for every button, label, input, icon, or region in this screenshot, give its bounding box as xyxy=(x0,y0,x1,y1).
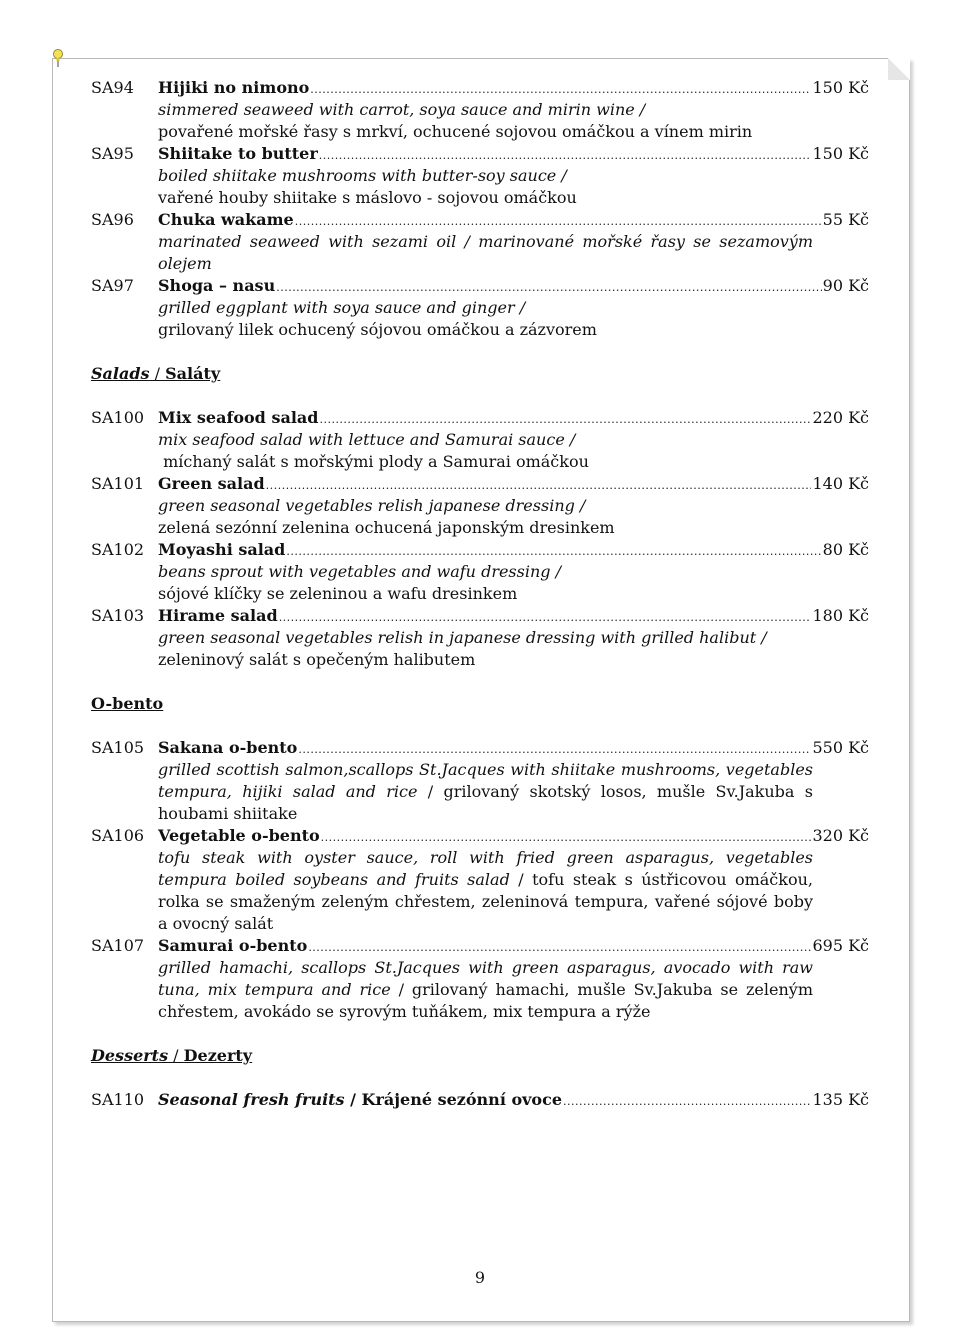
leader-dots xyxy=(319,407,811,431)
leader-dots xyxy=(319,143,812,167)
item-desc-en: simmered seaweed with carrot, soya sauce and mirin wine / xyxy=(158,100,646,119)
item-price: 550 Kč xyxy=(812,738,869,757)
item-desc-cz: / tofu steak s ústřicovou omáčkou, rolka se smaženým zeleným chřestem, zeleninová tempura, vařené sójové boby a ovocný salát xyxy=(158,870,813,933)
item-code: SA101 xyxy=(91,474,145,493)
leader-dots xyxy=(279,605,812,629)
item-code: SA96 xyxy=(91,210,134,229)
item-desc-cz: povařené mořské řasy s mrkví, ochucené sojovou omáčkou a vínem mirin xyxy=(158,122,753,141)
item-price: 150 Kč xyxy=(812,144,869,163)
item-price: 320 Kč xyxy=(812,826,869,845)
item-desc-en: green seasonal vegetables relish japanese dressing / xyxy=(158,496,586,515)
item-desc-en: marinated seaweed with sezami oil / marinované mořské řasy se sezamovým olejem xyxy=(158,232,813,273)
menu-content xyxy=(91,77,869,1111)
menu-item xyxy=(91,473,869,539)
item-code: SA103 xyxy=(91,606,145,625)
item-code: SA105 xyxy=(91,738,145,757)
menu-item xyxy=(91,407,869,473)
item-name-en: Seasonal fresh fruits xyxy=(158,1090,345,1109)
item-name: Sakana o-bento xyxy=(158,738,298,757)
item-name: Hirame salad xyxy=(158,606,278,625)
menu-section-salads xyxy=(91,407,869,671)
item-code: SA95 xyxy=(91,144,134,163)
item-name: Mix seafood salad xyxy=(158,408,319,427)
menu-item xyxy=(91,605,869,671)
item-name: Moyashi salad xyxy=(158,540,286,559)
item-name-separator: / xyxy=(344,1090,362,1109)
item-desc-cz: zeleninový salát s opečeným halibutem xyxy=(158,650,476,669)
item-desc-cz: / grilovaný hamachi, mušle Sv.Jakuba se zeleným chřestem, avokádo se syrovým tuňákem, mix tempura a rýže xyxy=(158,980,813,1021)
leader-dots xyxy=(298,737,811,761)
item-price: 220 Kč xyxy=(812,408,869,427)
menu-item xyxy=(91,143,869,209)
section-title: O-bento xyxy=(91,694,164,713)
item-name-cz: Krájené sezónní ovoce xyxy=(361,1090,563,1109)
item-price: 80 Kč xyxy=(822,540,869,559)
item-code: SA107 xyxy=(91,936,145,955)
item-desc-en: grilled hamachi, scallops St.Jacques with green asparagus, avocado with raw tuna, mix tempura and rice xyxy=(158,958,813,999)
item-name: Hijiki no nimono xyxy=(158,78,310,97)
section-title-slash: / xyxy=(168,1046,184,1065)
item-desc-en: grilled eggplant with soya sauce and ginger / xyxy=(158,298,526,317)
item-price: 140 Kč xyxy=(812,474,869,493)
section-title-en: Desserts xyxy=(91,1046,169,1065)
item-price: 695 Kč xyxy=(812,936,869,955)
item-name: Chuka wakame xyxy=(158,210,294,229)
item-desc-cz: sójové klíčky se zeleninou a wafu dresinkem xyxy=(158,584,518,603)
item-desc-en: grilled scottish salmon,scallops St.Jacques with shiitake mushrooms, vegetables tempura, hijiki salad and rice xyxy=(158,760,813,801)
item-name: Shoga – nasu xyxy=(158,276,276,295)
page-number: 9 xyxy=(474,1268,486,1287)
menu-item xyxy=(91,935,869,1023)
item-price: 135 Kč xyxy=(812,1090,869,1109)
item-desc-cz: / grilovaný skotský losos, mušle Sv.Jakuba s houbami shiitake xyxy=(158,782,813,823)
item-code: SA110 xyxy=(91,1090,145,1109)
leader-dots xyxy=(308,935,811,959)
menu-item xyxy=(91,1089,869,1111)
menu-item xyxy=(91,737,869,825)
leader-dots xyxy=(266,473,812,497)
item-name: Vegetable o-bento xyxy=(158,826,320,845)
item-desc-en: boiled shiitake mushrooms with butter-soy sauce / xyxy=(158,166,567,185)
menu-item xyxy=(91,77,869,143)
item-desc xyxy=(91,957,813,1023)
section-title-slash: / xyxy=(149,364,166,383)
item-price: 90 Kč xyxy=(822,276,869,295)
item-code: SA100 xyxy=(91,408,145,427)
item-desc-cz: zelená sezónní zelenina ochucená japonským dresinkem xyxy=(158,518,615,537)
item-code: SA102 xyxy=(91,540,145,559)
leader-dots xyxy=(310,77,811,101)
item-desc xyxy=(91,759,813,825)
item-code: SA94 xyxy=(91,78,134,97)
item-code: SA106 xyxy=(91,826,145,845)
item-desc xyxy=(91,847,813,935)
section-heading-desserts xyxy=(91,1045,869,1067)
section-heading-salads xyxy=(91,363,869,385)
leader-dots xyxy=(563,1089,811,1113)
item-desc-en: beans sprout with vegetables and wafu dressing / xyxy=(158,562,561,581)
menu-item xyxy=(91,825,869,935)
item-name: Samurai o-bento xyxy=(158,936,308,955)
section-title-en: Salads xyxy=(91,364,150,383)
section-title-cz: Dezerty xyxy=(183,1046,253,1065)
item-desc-en: green seasonal vegetables relish in japanese dressing with grilled halibut / xyxy=(158,628,767,647)
menu-item xyxy=(91,209,869,275)
item-desc-en: mix seafood salad with lettuce and Samurai sauce / xyxy=(158,430,576,449)
menu-section-obento xyxy=(91,737,869,1023)
section-title-cz: Saláty xyxy=(165,364,221,383)
menu-section-top xyxy=(91,77,869,341)
menu-item xyxy=(91,539,869,605)
menu-item xyxy=(91,275,869,341)
leader-dots xyxy=(276,275,821,299)
menu-section-desserts xyxy=(91,1089,869,1111)
item-desc-en: tofu steak with oyster sauce, roll with fried green asparagus, vegetables tempura boiled soybeans and fruits salad xyxy=(158,848,813,889)
item-desc-cz: vařené houby shiitake s máslovo - sojovou omáčkou xyxy=(158,188,577,207)
pushpin-icon xyxy=(51,49,65,67)
item-price: 180 Kč xyxy=(812,606,869,625)
item-code: SA97 xyxy=(91,276,134,295)
leader-dots xyxy=(295,209,822,233)
section-heading-obento xyxy=(91,693,869,715)
item-name: Green salad xyxy=(158,474,265,493)
item-desc-cz: míchaný salát s mořskými plody a Samurai omáčkou xyxy=(158,452,589,471)
item-name: Shiitake to butter xyxy=(158,144,318,163)
item-desc-cz: grilovaný lilek ochucený sójovou omáčkou a zázvorem xyxy=(158,320,597,339)
item-price: 55 Kč xyxy=(822,210,869,229)
item-price: 150 Kč xyxy=(812,78,869,97)
leader-dots xyxy=(321,825,812,849)
item-name xyxy=(158,1089,562,1111)
leader-dots xyxy=(286,539,821,563)
page-corner-fold xyxy=(888,58,910,80)
